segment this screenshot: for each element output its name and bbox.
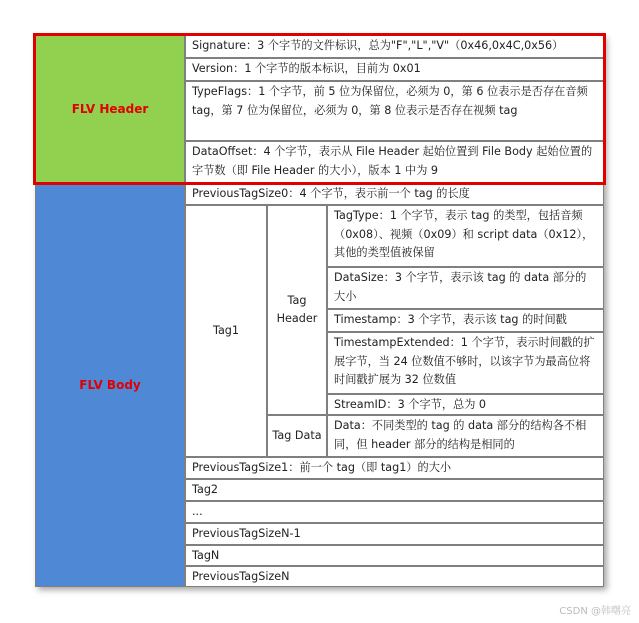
tag1-label: Tag1: [185, 205, 267, 457]
previous-tag-size-n-minus-1-row: PreviousTagSizeN-1: [185, 523, 604, 545]
tag-data-row: Data：不同类型的 tag 的 data 部分的结构各不相同，但 header 部分的结构是相同的: [327, 415, 604, 457]
tag2-row: Tag2: [185, 479, 604, 501]
version-row: Version：1 个字节的版本标识，目前为 0x01: [185, 58, 604, 81]
typeflags-row: TypeFlags：1 个字节，前 5 位为保留位，必须为 0，第 6 位表示是否存在音频 tag，第 7 位为保留位，必须为 0，第 8 位表示是否存在视频 tag: [185, 81, 604, 141]
previous-tag-size-n-row: PreviousTagSizeN: [185, 566, 604, 587]
flv-structure-table: [35, 35, 604, 587]
flv-body-label: FLV Body: [35, 183, 185, 587]
ellipsis-row: ...: [185, 501, 604, 523]
tagtype-row: TagType：1 个字节，表示 tag 的类型，包括音频（0x08）、视频（0x09）和 script data（0x12），其他的类型值被保留: [327, 205, 604, 267]
previous-tag-size0-row: PreviousTagSize0：4 个字节，表示前一个 tag 的长度: [185, 183, 604, 205]
timestamp-row: Timestamp：3 个字节，表示该 tag 的时间戳: [327, 309, 604, 332]
previous-tag-size1-row: PreviousTagSize1：前一个 tag（即 tag1）的大小: [185, 457, 604, 479]
flv-header-label: FLV Header: [35, 35, 185, 183]
tag-data-label: Tag Data: [267, 415, 327, 457]
signature-row: Signature：3 个字节的文件标识，总为"F","L","V"（0x46,0x4C,0x56）: [185, 35, 604, 58]
tag-header-label: Tag Header: [267, 205, 327, 415]
timestamp-extended-row: TimestampExtended：1 个字节，表示时间戳的扩展字节，当 24 位数值不够时，以该字节为最高位将时间戳扩展为 32 位数值: [327, 332, 604, 394]
dataoffset-row: DataOffset：4 个字节，表示从 File Header 起始位置到 File Body 起始位置的字节数（即 File Header 的大小），版本 1 中为 9: [185, 141, 604, 183]
datasize-row: DataSize：3 个字节，表示该 tag 的 data 部分的大小: [327, 267, 604, 309]
streamid-row: StreamID：3 个字节，总为 0: [327, 394, 604, 415]
watermark: CSDN @韩曙亮: [559, 606, 631, 617]
tag-n-row: TagN: [185, 545, 604, 566]
